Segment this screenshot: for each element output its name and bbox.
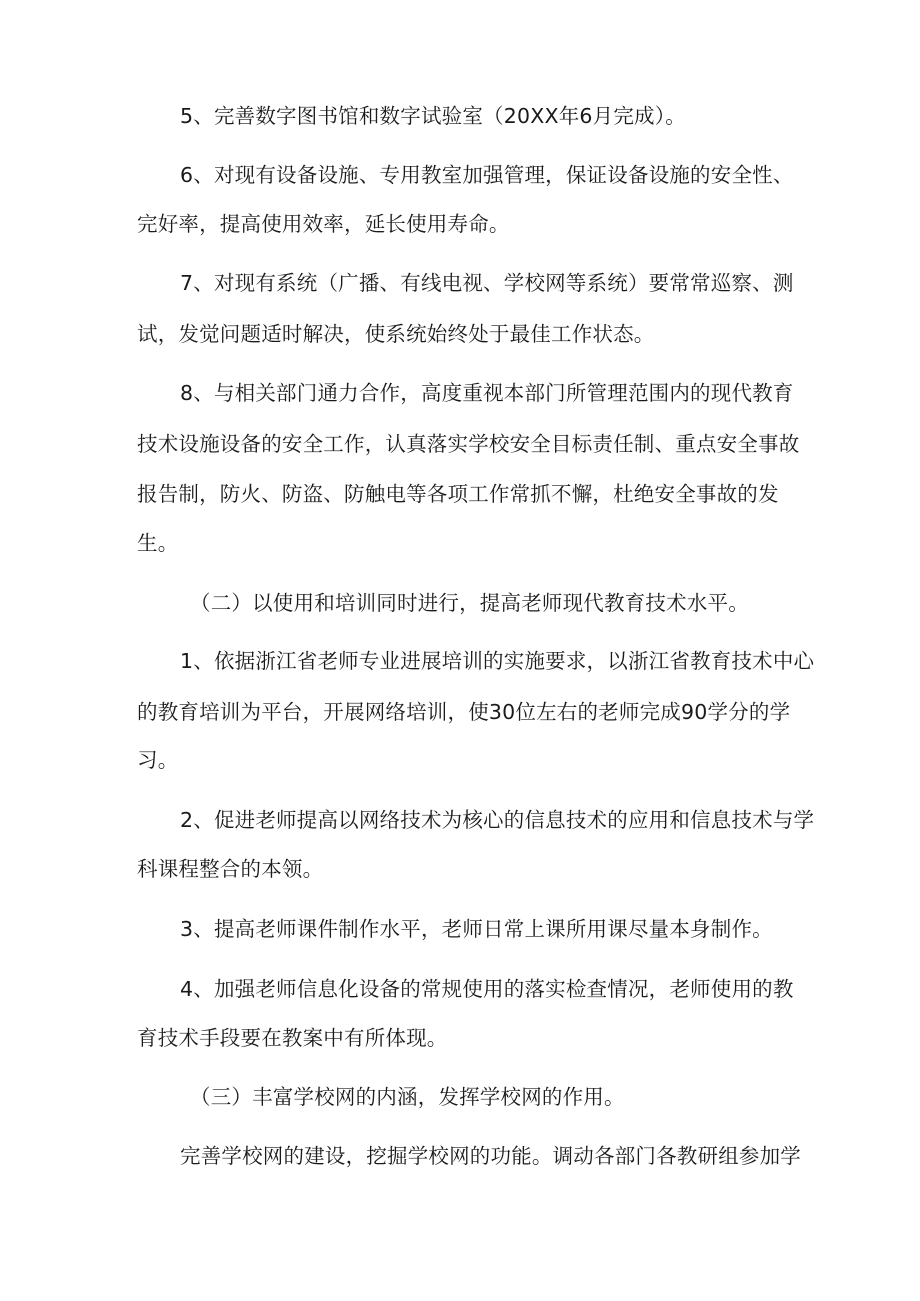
text-line: 3、提高老师课件制作水平，老师日常上课所用课尽量本身制作。 [180,917,773,941]
text-line: 完好率，提高使用效率，延长使用寿命。 [137,212,510,236]
text-line: 的教育培训为平台，开展网络培训，使30位左右的老师完成90学分的学 [137,700,791,724]
text-line: 5、完善数字图书馆和数字试验室（20XX年6月完成）。 [180,104,686,128]
text-line: 6、对现有设备设施、专用教室加强管理，保证设备设施的安全性、 [180,163,794,187]
text-line: 7、对现有系统（广播、有线电视、学校网等系统）要常常巡察、测 [180,271,794,295]
text-line: 8、与相关部门通力合作，高度重视本部门所管理范围内的现代教育 [180,381,794,405]
text-line: 生。 [137,531,179,555]
text-line: 育技术手段要在教案中有所体现。 [137,1026,448,1050]
section-heading: （二）以使用和培训同时进行，提高老师现代教育技术水平。 [190,591,749,615]
text-line: 2、促进老师提高以网络技术为核心的信息技术的应用和信息技术与学 [180,808,815,832]
text-line: 完善学校网的建设，挖掘学校网的功能。调动各部门各教研组参加学 [180,1144,801,1168]
text-line: 4、加强老师信息化设备的常规使用的落实检查情况，老师使用的教 [180,977,794,1001]
text-line: 试，发觉问题适时解决，使系统始终处于最佳工作状态。 [137,322,655,346]
text-line: 科课程整合的本领。 [137,857,324,881]
text-line: 习。 [137,748,179,772]
text-line: 报告制，防火、防盗、防触电等各项工作常抓不懈，杜绝安全事故的发 [137,482,779,506]
text-line: 1、依据浙江省老师专业进展培训的实施要求，以浙江省教育技术中心 [180,649,815,673]
section-heading: （三）丰富学校网的内涵，发挥学校网的作用。 [190,1085,625,1109]
text-line: 技术设施设备的安全工作，认真落实学校安全目标责任制、重点安全事故 [137,432,800,456]
